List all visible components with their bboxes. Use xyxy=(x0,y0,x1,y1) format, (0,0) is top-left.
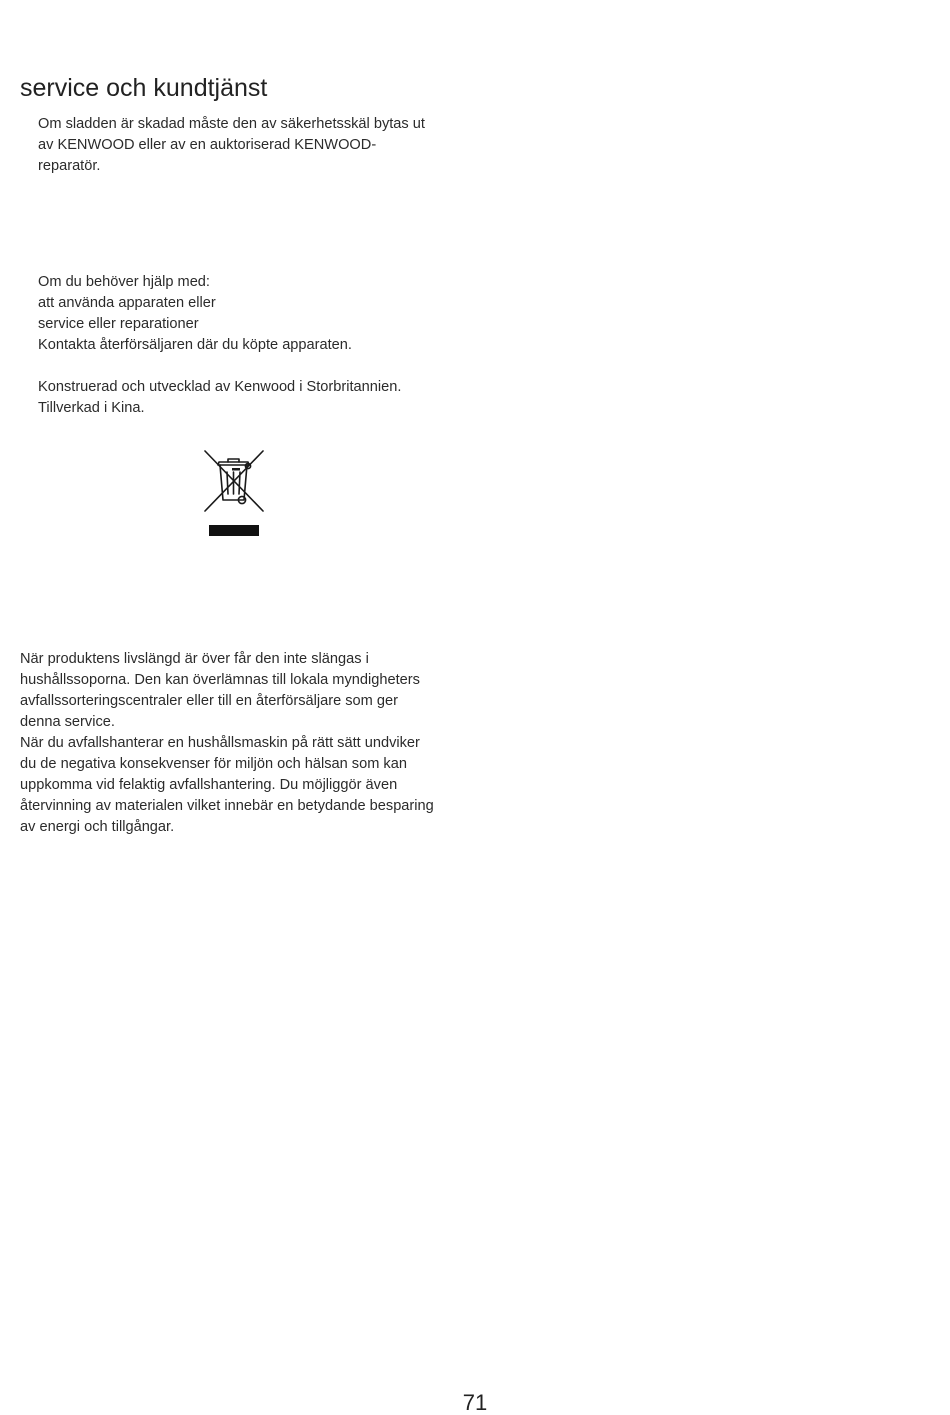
weee-line: av energi och tillgångar. xyxy=(20,819,175,835)
help-contact-section xyxy=(38,272,352,356)
weee-line: uppkomma vid felaktig avfallshantering. Du möjliggör även xyxy=(20,777,398,793)
page-title: service och kundtjänst xyxy=(20,74,268,102)
cord-notice-line: Om sladden är skadad måste den av säkerhetsskäl bytas ut xyxy=(38,116,425,132)
help-line: Om du behöver hjälp med: xyxy=(38,274,210,290)
origin-section xyxy=(38,377,401,419)
origin-line: Tillverkad i Kina. xyxy=(38,400,145,416)
weee-line: återvinning av materialen vilket innebär en betydande besparing xyxy=(20,798,434,814)
origin-line: Konstruerad och utvecklad av Kenwood i Storbritannien. xyxy=(38,379,402,395)
weee-line: denna service. xyxy=(20,714,115,730)
help-line: Kontakta återförsäljaren där du köpte apparaten. xyxy=(38,337,352,353)
cord-safety-notice xyxy=(38,114,425,177)
weee-line: När produktens livslängd är över får den inte slängas i xyxy=(20,651,369,667)
help-line: att använda apparaten eller xyxy=(38,295,216,311)
weee-disposal-notice xyxy=(20,649,434,838)
cord-notice-line: av KENWOOD eller av en auktoriserad KENWOOD- xyxy=(38,137,377,153)
weee-line: avfallssorteringscentraler eller till en återförsäljare som ger xyxy=(20,693,398,709)
help-line: service eller reparationer xyxy=(38,316,199,332)
weee-line: hushållssoporna. Den kan överlämnas till lokala myndigheters xyxy=(20,672,420,688)
weee-line: När du avfallshanterar en hushållsmaskin på rätt sätt undviker xyxy=(20,735,420,751)
cord-notice-line: reparatör. xyxy=(38,158,101,174)
crossed-out-wheelie-bin-icon xyxy=(202,448,266,540)
weee-line: du de negativa konsekvenser för miljön och hälsan som kan xyxy=(20,756,407,772)
page-number: 71 xyxy=(462,1390,488,1415)
